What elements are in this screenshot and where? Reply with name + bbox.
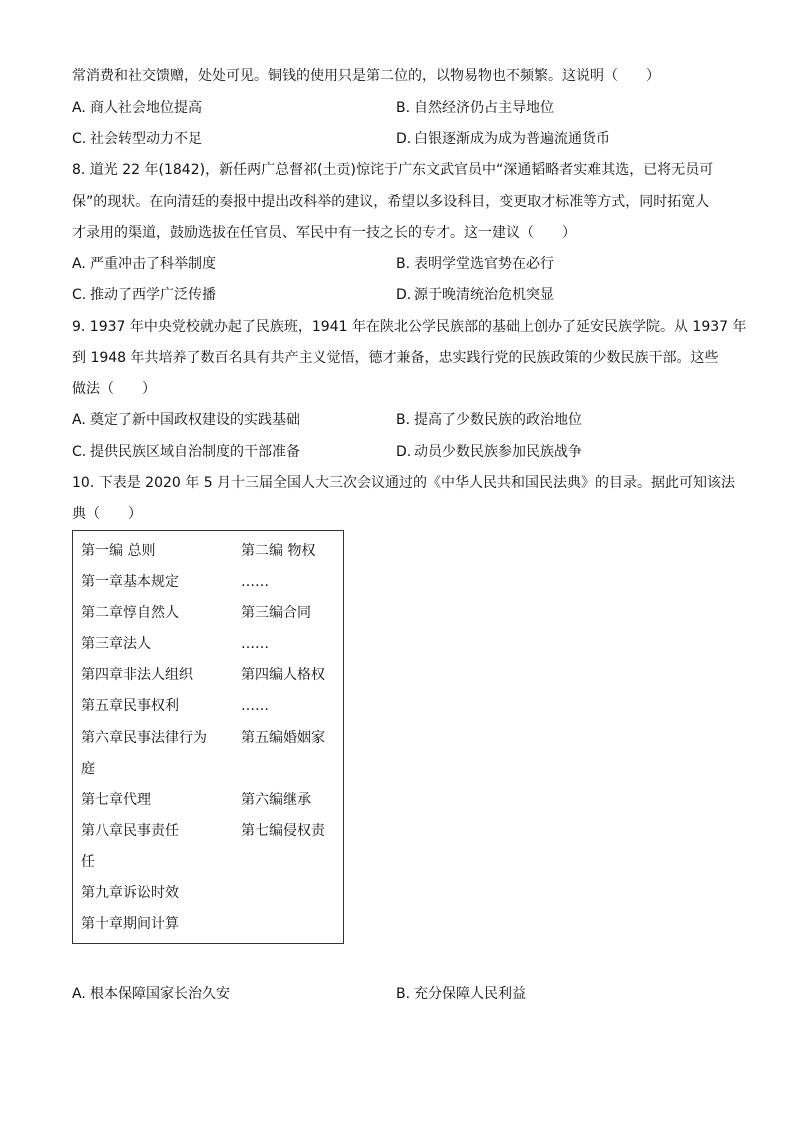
q8-option-c: C. 推动了西学广泛传播 <box>72 287 216 303</box>
toc-cell: 第二章惇自然人 <box>81 605 179 621</box>
q10-stem-line-2: 典（ ） <box>72 506 142 522</box>
q9-stem-line-1: 9. 1937 年中央党校就办起了民族班，1941 年在陕北公学民族部的基础上创办了延安民族学院。从 1937 年 <box>72 319 747 335</box>
toc-cell: 第三编合同 <box>241 605 311 621</box>
toc-cell: 第一编 总则 <box>81 543 156 559</box>
toc-cell: 第八章民事责任 <box>81 823 179 839</box>
q8-option-a: A. 严重冲击了科举制度 <box>72 256 216 272</box>
civil-code-toc-table <box>72 530 344 944</box>
toc-cell: 庭 <box>81 761 95 777</box>
toc-cell: 第五编婚姻家 <box>241 730 325 746</box>
toc-cell: …… <box>241 698 269 714</box>
toc-cell: 任 <box>81 854 95 870</box>
q10-option-a: A. 根本保障国家长治久安 <box>72 986 230 1002</box>
q8-option-b: B. 表明学堂选官势在必行 <box>396 256 554 272</box>
toc-cell: 第一章基本规定 <box>81 574 179 590</box>
toc-cell: 第二编 物权 <box>241 543 316 559</box>
toc-cell: 第五章民事权利 <box>81 698 179 714</box>
toc-cell: 第九章诉讼时效 <box>81 885 179 901</box>
q7-option-b: B. 自然经济仍占主导地位 <box>396 100 554 116</box>
q8-stem-line-3: 才录用的渠道，鼓励选拔在任官员、军民中有一技之长的专才。这一建议（ ） <box>72 225 576 241</box>
toc-cell: 第七编侵权责 <box>241 823 325 839</box>
q8-option-d: D. 源于晚清统治危机突显 <box>396 287 554 303</box>
q9-stem-line-3: 做法（ ） <box>72 381 156 397</box>
toc-cell: …… <box>241 636 269 652</box>
q7-option-d: D. 白银逐渐成为成为普遍流通货币 <box>396 131 610 147</box>
toc-cell: 第七章代理 <box>81 792 151 808</box>
q9-option-a: A. 奠定了新中国政权建设的实践基础 <box>72 412 300 428</box>
q7-option-c: C. 社会转型动力不足 <box>72 131 202 147</box>
q9-option-d: D. 动员少数民族参加民族战争 <box>396 444 582 460</box>
toc-cell: 第六编继承 <box>241 792 311 808</box>
q9-option-b: B. 提高了少数民族的政治地位 <box>396 412 582 428</box>
toc-cell: 第十章期间计算 <box>81 916 179 932</box>
q10-stem-line-1: 10. 下表是 2020 年 5 月十三届全国人大三次会议通过的《中华人民共和国民法典》的目录。据此可知该法 <box>72 475 736 491</box>
q8-stem-line-2: 保”的现状。在向清廷的奏报中提出改科举的建议，希望以多设科目，变更取才标准等方式，同时拓宽人 <box>72 194 710 210</box>
toc-cell: 第四章非法人组织 <box>81 667 193 683</box>
toc-cell: 第四编人格权 <box>241 667 325 683</box>
q9-option-c: C. 提供民族区域自治制度的干部准备 <box>72 444 300 460</box>
q7-stem: 常消费和社交馈赠，处处可见。铜钱的使用只是第二位的，以物易物也不频繁。这说明（ ） <box>72 68 660 84</box>
q7-option-a: A. 商人社会地位提高 <box>72 100 202 116</box>
q10-option-b: B. 充分保障人民利益 <box>396 986 526 1002</box>
toc-cell: 第三章法人 <box>81 636 151 652</box>
toc-cell: …… <box>241 574 269 590</box>
q9-stem-line-2: 到 1948 年共培养了数百名具有共产主义觉悟，德才兼备，忠实践行党的民族政策的少数民族干部。这些 <box>72 350 719 366</box>
q8-stem-line-1: 8. 道光 22 年(1842)，新任两广总督祁(土贡)惊诧于广东文武官员中“深通韬略者实难其选，已将无员可 <box>72 162 714 178</box>
toc-cell: 第六章民事法律行为 <box>81 730 207 746</box>
